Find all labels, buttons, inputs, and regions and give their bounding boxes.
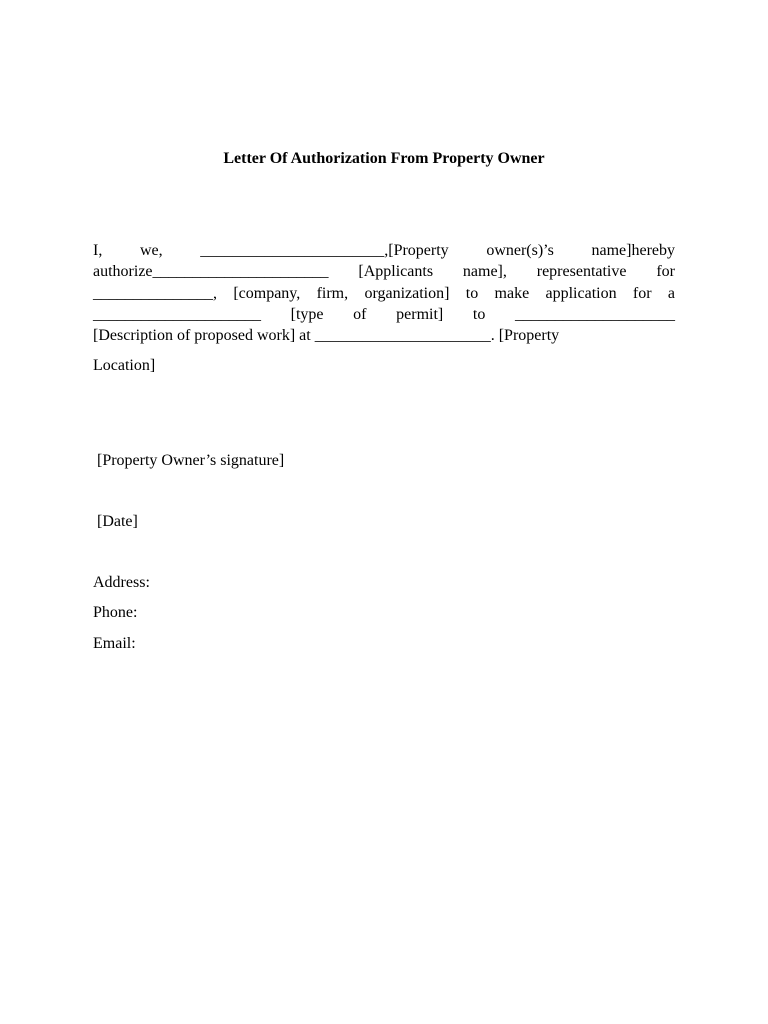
date-label: [Date] (97, 513, 138, 530)
email-label: Email: (93, 635, 136, 652)
paragraph-line-3: _______________, [company, firm, organization] to make application for a (93, 284, 675, 302)
document-title: Letter Of Authorization From Property Owner (223, 150, 545, 167)
signature-label: [Property Owner’s signature] (97, 452, 285, 469)
paragraph-line-4: _____________________ [type of permit] to ____________________ (93, 305, 675, 323)
paragraph-line-5: [Description of proposed work] at ______________________. [Property (93, 327, 560, 345)
authorization-paragraph (93, 240, 675, 346)
paragraph-line-1: I, we, _______________________,[Property owner(s)’s name]hereby (93, 242, 675, 259)
paragraph-tail: Location] (93, 357, 156, 374)
address-label: Address: (93, 574, 150, 591)
phone-label: Phone: (93, 604, 138, 621)
paragraph-line-2: authorize______________________ [Applicants name], representative for (93, 263, 675, 281)
